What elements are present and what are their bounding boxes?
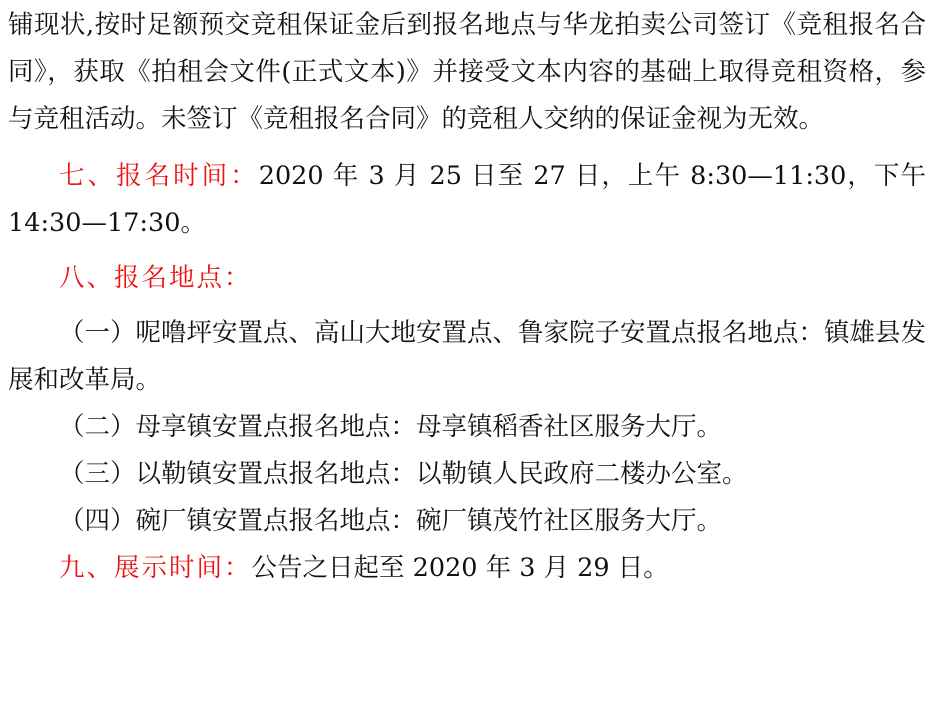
registration-place-item-1: （一）呢噜坪安置点、高山大地安置点、鲁家院子安置点报名地点：镇雄县发展和改革局。: [8, 318, 927, 395]
registration-place-item-4: （四）碗厂镇安置点报名地点：碗厂镇茂竹社区服务大厅。: [59, 506, 723, 536]
paragraph-deposit-terms: 铺现状,按时足额预交竞租保证金后到报名地点与华龙拍卖公司签订《竞租报名合同》，获取《拍租会文件(正式文本)》并接受文本内容的基础上取得竞租资格，参与竞租活动。未签订《竞租报名合同》的竞租人交纳的保证金视为无效。: [8, 10, 926, 134]
section-display-time: [8, 545, 926, 592]
registration-place-item-3: （三）以勒镇安置点报名地点：以勒镇人民政府二楼办公室。: [59, 459, 748, 489]
paragraph-spacer: [8, 143, 926, 153]
section-registration-place: [8, 255, 926, 302]
registration-place-item-2: （二）母享镇安置点报名地点：母享镇稻香社区服务大厅。: [59, 412, 723, 442]
section-registration-time-label: 七、报名时间：: [59, 161, 259, 191]
section-registration-time-value: 2020 年 3 月 25 日至 27 日，上午 8:30—11:30，下午 14:30—17:30。: [8, 161, 926, 238]
section-display-time-value: 公告之日起至 2020 年 3 月 29 日。: [251, 553, 669, 583]
section-registration-time: [8, 153, 926, 247]
section-registration-place-label: 八、报名地点：: [59, 263, 252, 293]
section-display-time-label: 九、展示时间：: [59, 553, 252, 583]
paragraph-spacer: [8, 302, 926, 310]
paragraph-spacer: [8, 247, 926, 255]
document-page: [0, 2, 936, 709]
